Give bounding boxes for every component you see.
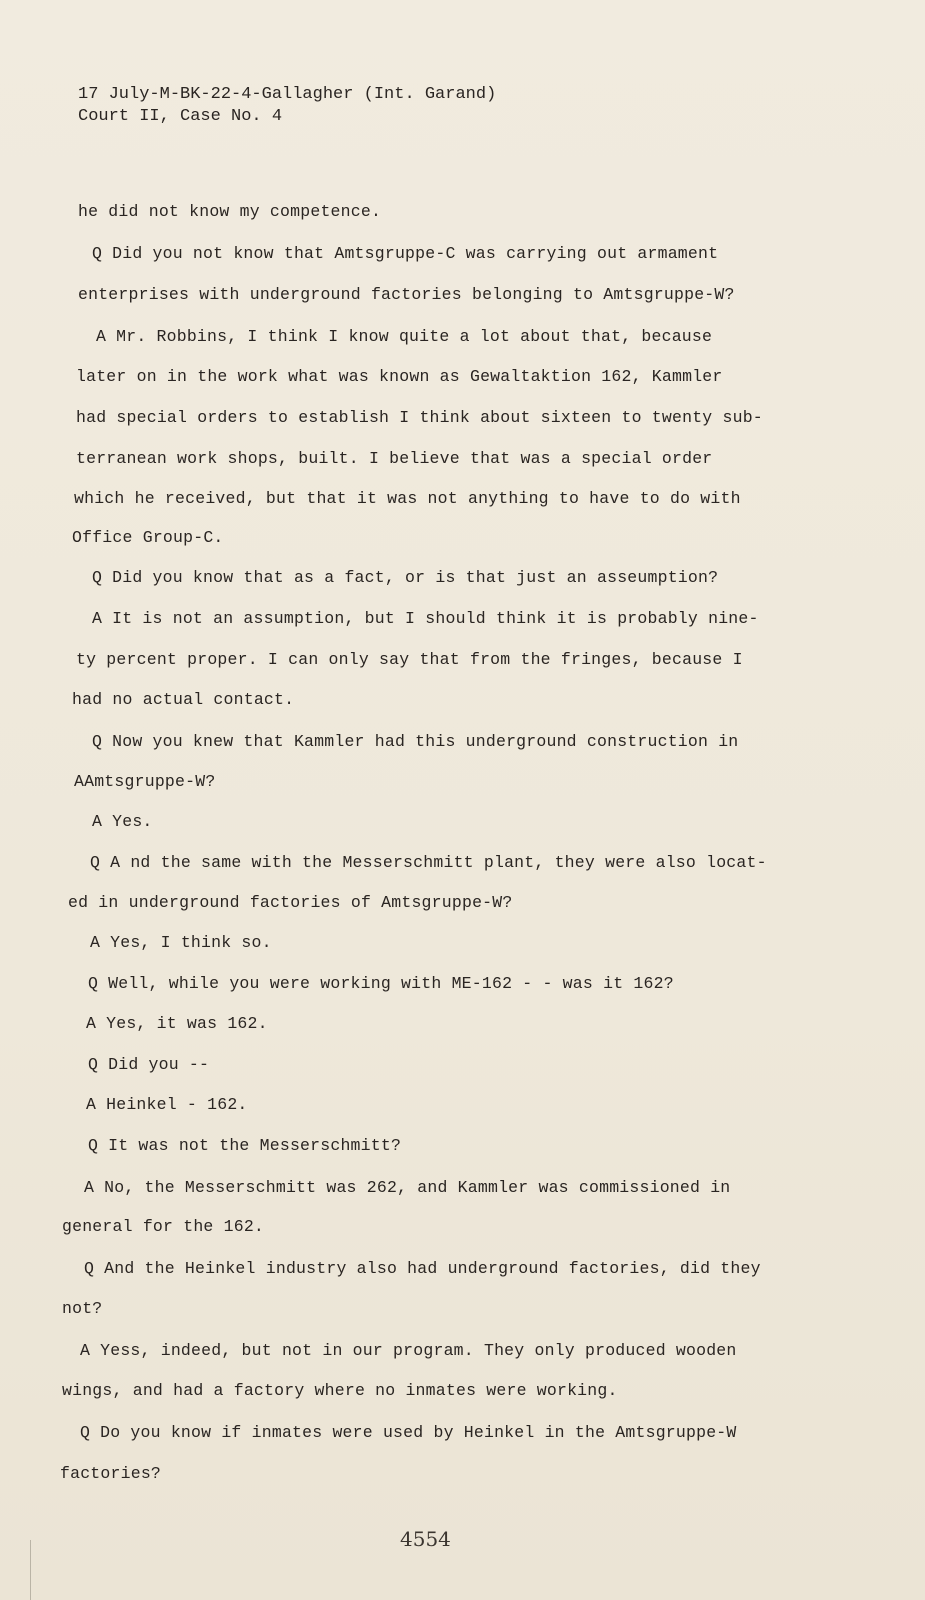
- transcript-line: [86, 1095, 248, 1114]
- transcript-line: [88, 1055, 209, 1074]
- transcript-line: [92, 568, 718, 587]
- transcript-line: [84, 1259, 761, 1278]
- transcript-line: [68, 893, 512, 912]
- line-text: AAmtsgruppe-W?: [74, 772, 216, 791]
- line-text: Did you know that as a fact, or is that just an asseumption?: [112, 568, 719, 587]
- line-text: And the Heinkel industry also had underground factories, did they: [104, 1259, 761, 1278]
- speaker-label: A: [96, 327, 107, 346]
- transcript-line: [90, 853, 767, 872]
- line-text: later on in the work what was known as Gewaltaktion 162, Kammler: [76, 367, 723, 386]
- speaker-label: Q: [88, 1136, 99, 1155]
- line-text: had special orders to establish I think about sixteen to twenty sub-: [76, 408, 763, 427]
- line-text: Heinkel - 162.: [106, 1095, 248, 1114]
- line-text: Did you --: [108, 1055, 210, 1074]
- line-text: terranean work shops, built. I believe that was a special order: [76, 449, 713, 468]
- transcript-line: [60, 1464, 161, 1483]
- transcript-line: [84, 1178, 730, 1197]
- transcript-line: [72, 690, 294, 709]
- speaker-label: Q: [84, 1259, 95, 1278]
- page-number: 4554: [400, 1527, 451, 1551]
- transcript-line: [62, 1217, 264, 1236]
- line-text: had no actual contact.: [72, 690, 295, 709]
- speaker-label: A: [84, 1178, 95, 1197]
- line-text: wings, and had a factory where no inmates were working.: [62, 1381, 618, 1400]
- transcript-line: [72, 528, 224, 547]
- transcript-line: [74, 772, 215, 791]
- line-text: Did you not know that Amtsgruppe-C was carrying out armament: [112, 244, 719, 263]
- speaker-label: Q: [80, 1423, 91, 1442]
- transcript-line: [74, 489, 741, 508]
- line-text: not?: [62, 1299, 103, 1318]
- transcript-line: [92, 812, 153, 831]
- transcript-line: [92, 244, 718, 263]
- transcript-line: [76, 367, 723, 386]
- transcript-header: [78, 84, 496, 128]
- line-text: ed in underground factories of Amtsgruppe-W?: [68, 893, 513, 912]
- line-text: Well, while you were working with ME-162 - - was it 162?: [108, 974, 674, 993]
- speaker-label: A: [92, 812, 103, 831]
- transcript-line: [90, 933, 272, 952]
- line-text: general for the 162.: [62, 1217, 265, 1236]
- line-text: ty percent proper. I can only say that from the fringes, because I: [76, 650, 743, 669]
- transcript-line: [80, 1423, 737, 1442]
- speaker-label: Q: [92, 732, 103, 751]
- line-text: enterprises with underground factories belonging to Amtsgruppe-W?: [78, 285, 735, 304]
- transcript-line: [62, 1299, 102, 1318]
- transcript-line: [88, 1136, 401, 1155]
- transcript-line: [80, 1341, 737, 1360]
- transcript-line: [62, 1381, 618, 1400]
- transcript-line: [76, 408, 763, 427]
- line-text: A nd the same with the Messerschmitt plant, they were also locat-: [110, 853, 767, 872]
- line-text: Do you know if inmates were used by Heinkel in the Amtsgruppe-W: [100, 1423, 737, 1442]
- transcript-line: [92, 732, 738, 751]
- speaker-label: Q: [88, 1055, 99, 1074]
- transcript-line: [88, 974, 674, 993]
- transcript-line: [96, 327, 712, 346]
- speaker-label: Q: [90, 853, 101, 872]
- header-line-2: Court II, Case No. 4: [78, 107, 283, 126]
- speaker-label: A: [90, 933, 101, 952]
- speaker-label: A: [86, 1014, 97, 1033]
- margin-mark: [30, 1540, 33, 1600]
- speaker-label: A: [92, 609, 103, 628]
- line-text: It was not the Messerschmitt?: [108, 1136, 402, 1155]
- line-text: It is not an assumption, but I should think it is probably nine-: [112, 609, 759, 628]
- transcript-line: [86, 1014, 268, 1033]
- header-line-1: 17 July-M-BK-22-4-Gallagher (Int. Garand): [78, 85, 497, 104]
- line-text: Yes, it was 162.: [106, 1014, 268, 1033]
- speaker-label: A: [80, 1341, 91, 1360]
- line-text: he did not know my competence.: [78, 202, 382, 221]
- line-text: Yess, indeed, but not in our program. They only produced wooden: [100, 1341, 737, 1360]
- line-text: No, the Messerschmitt was 262, and Kammler was commissioned in: [104, 1178, 731, 1197]
- transcript-line: [78, 202, 381, 221]
- line-text: Yes, I think so.: [110, 933, 272, 952]
- transcript-line: [76, 650, 743, 669]
- speaker-label: Q: [92, 568, 103, 587]
- transcript-line: [92, 609, 759, 628]
- speaker-label: Q: [92, 244, 103, 263]
- transcript-line: [78, 285, 735, 304]
- line-text: Office Group-C.: [72, 528, 224, 547]
- line-text: Mr. Robbins, I think I know quite a lot about that, because: [116, 327, 713, 346]
- transcript-line: [76, 449, 712, 468]
- line-text: which he received, but that it was not anything to have to do with: [74, 489, 741, 508]
- line-text: Now you knew that Kammler had this underground construction in: [112, 732, 739, 751]
- speaker-label: Q: [88, 974, 99, 993]
- line-text: Yes.: [112, 812, 153, 831]
- speaker-label: A: [86, 1095, 97, 1114]
- line-text: factories?: [60, 1464, 162, 1483]
